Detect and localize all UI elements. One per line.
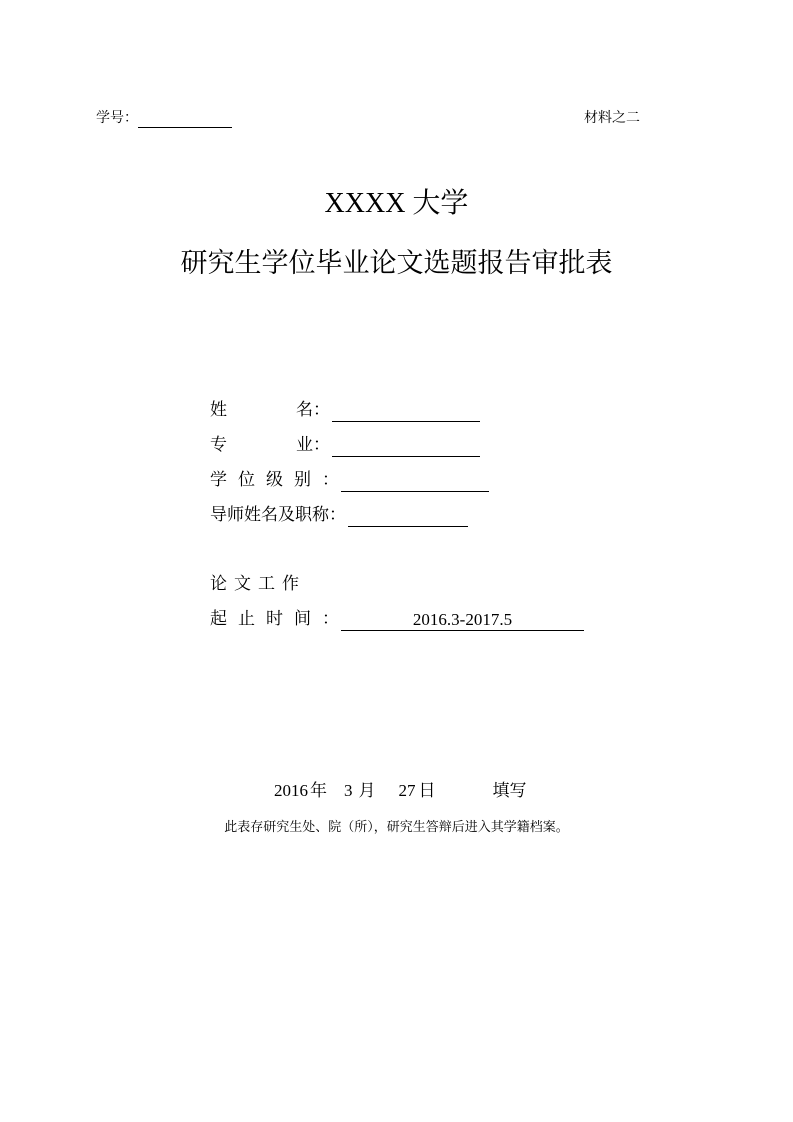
degree-level-label: 学位级别：: [210, 470, 350, 490]
material-label: 材料之二: [584, 110, 640, 126]
date-month: 3: [344, 781, 353, 800]
name-field: [210, 398, 480, 422]
major-label-char2: 业：: [296, 435, 330, 455]
date-year-unit: 年: [310, 781, 327, 800]
major-label-char1: 专: [210, 435, 227, 455]
date-day: 27: [398, 781, 416, 800]
work-period-label-line1: 论文工作: [210, 574, 306, 594]
name-blank[interactable]: [332, 401, 480, 422]
student-id-label: 学号：: [96, 110, 138, 126]
advisor-blank[interactable]: [348, 506, 468, 527]
fill-date: [274, 779, 527, 803]
archive-note: 此表存研究生处、院（所），研究生答辩后进入其学籍档案。: [224, 820, 569, 835]
date-month-unit: 月: [358, 781, 376, 800]
work-period-label-line2: 起止时间：: [210, 609, 350, 629]
work-period-line1: [210, 572, 306, 596]
university-title: XXXX 大学: [324, 188, 469, 219]
date-fill-label: 填写: [492, 781, 527, 800]
name-label-char2: 名：: [296, 400, 330, 420]
student-id-field: [96, 108, 232, 128]
advisor-field: [210, 503, 468, 527]
degree-level-blank[interactable]: [341, 471, 489, 492]
name-label-char1: 姓: [210, 400, 227, 420]
form-title: 研究生学位毕业论文选题报告审批表: [180, 248, 613, 279]
date-year: 2016: [274, 781, 308, 800]
advisor-label: 导师姓名及职称：: [210, 505, 346, 525]
major-blank[interactable]: [332, 436, 480, 457]
work-period-field: [210, 607, 584, 631]
degree-level-field: [210, 468, 489, 492]
work-period-value[interactable]: 2016.3-2017.5: [341, 610, 584, 631]
date-day-unit: 日: [418, 781, 436, 800]
major-field: [210, 433, 480, 457]
student-id-blank[interactable]: [138, 111, 232, 128]
